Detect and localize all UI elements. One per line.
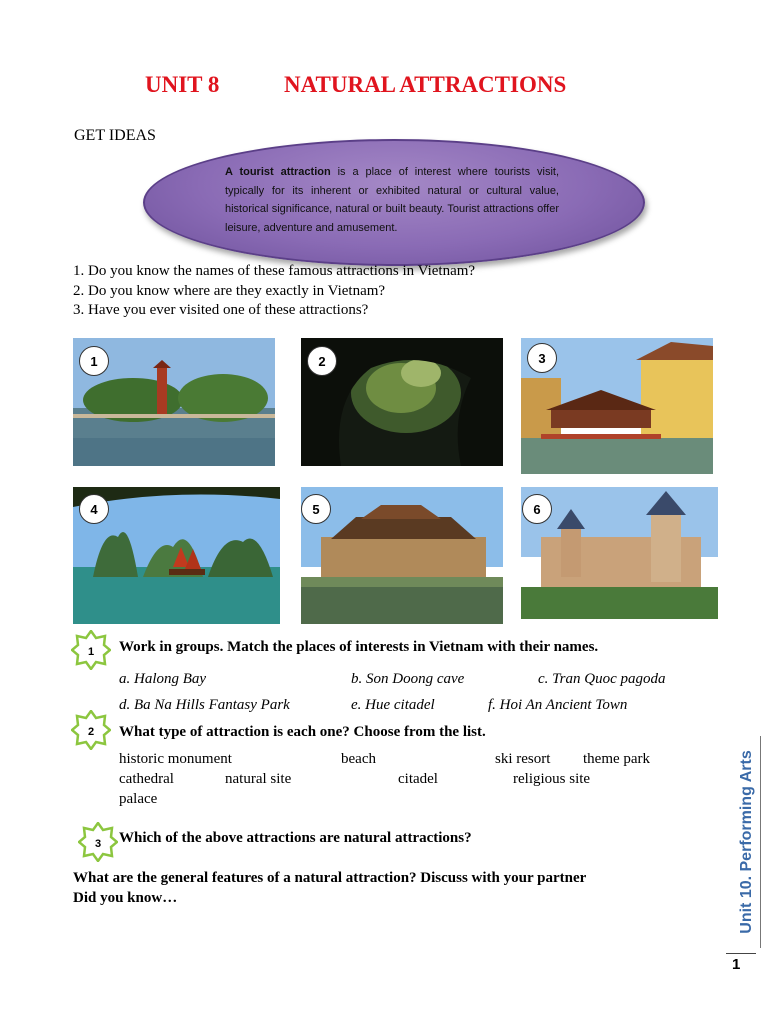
word-historic-monument: historic monument [119,751,232,767]
word-palace: palace [119,791,158,807]
photo-number-1: 1 [79,346,109,376]
task-3-badge [78,822,118,862]
citadel-photo [301,487,503,624]
word-ski-resort: ski resort [495,751,551,767]
page-number-rule [726,953,756,954]
question-1: 1. Do you know the names of these famous attractions in Vietnam? [73,263,476,279]
option-e: e. Hue citadel [351,697,435,713]
task-2-text: What type of attraction is each one? Choose from the list. [119,724,486,740]
photo-number-5: 5 [301,494,331,524]
option-c: c. Tran Quoc pagoda [538,671,666,687]
option-b: b. Son Doong cave [351,671,465,687]
side-label-text: Unit 10. Performing Arts [738,750,755,934]
question-2: 2. Do you know where are they exactly in Vietnam? [73,283,386,299]
side-divider [760,736,761,948]
word-natural-site: natural site [225,771,292,787]
did-you-know: Did you know… [73,890,178,906]
task-1-number: 1 [87,645,95,658]
photo-number-2: 2 [307,346,337,376]
option-f: f. Hoi An Ancient Town [488,697,628,713]
task-2-badge [71,710,111,750]
definition-body: is a place of interest where tourists visit, typically for its inherent or exhibited natural or cultural value, historical significance, natural or built beauty. Tourist attractions offer leisure, adventure and amusement. [225,166,559,234]
get-ideas-heading: GET IDEAS [74,127,156,144]
photo-number-3: 3 [527,343,557,373]
discussion-question: What are the general features of a natural attraction? Discuss with your partner [73,870,587,886]
unit-number: UNIT 8 [145,72,220,97]
task-3-number: 3 [94,837,102,850]
definition-text [225,163,559,237]
side-label [735,738,759,946]
task-1-badge [71,630,111,670]
definition-term: A tourist attraction [225,166,331,178]
task-2-number: 2 [87,725,95,738]
word-citadel: citadel [398,771,438,787]
photo-number-6: 6 [522,494,552,524]
option-a: a. Halong Bay [119,671,207,687]
task-1-text: Work in groups. Match the places of interests in Vietnam with their names. [119,639,599,655]
photo-number-4: 4 [79,494,109,524]
page-number: 1 [732,956,741,973]
word-cathedral: cathedral [119,771,174,787]
page-title [0,72,768,102]
word-beach: beach [341,751,376,767]
option-d: d. Ba Na Hills Fantasy Park [119,697,290,713]
task-3-text: Which of the above attractions are natural attractions? [119,830,472,846]
word-theme-park: theme park [583,751,651,767]
word-religious-site: religious site [513,771,591,787]
question-3: 3. Have you ever visited one of these attractions? [73,302,369,318]
unit-title: NATURAL ATTRACTIONS [284,72,567,97]
